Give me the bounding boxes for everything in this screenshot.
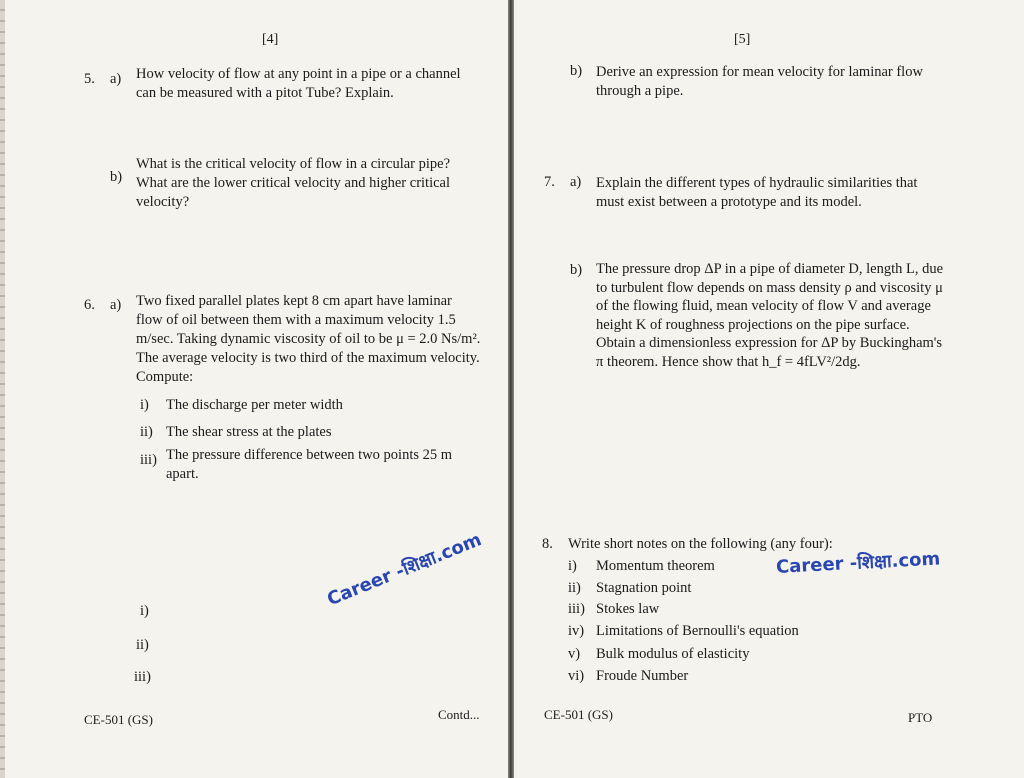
list-item-label: v) (568, 646, 581, 662)
list-item-text: Froude Number (596, 668, 689, 684)
subquestion-label: b) (570, 63, 583, 79)
list-item-text: The shear stress at the plates (166, 424, 332, 440)
list-item-label: i) (568, 558, 577, 574)
list-item-text: Stokes law (596, 601, 660, 617)
list-item-text: Bulk modulus of elasticity (596, 646, 750, 662)
left-page (0, 0, 508, 778)
question-number: 6. (84, 297, 95, 313)
page-number: [5] (734, 32, 751, 47)
question-number: 7. (544, 174, 555, 190)
list-item-text: The pressure difference between two points 25 m apart. (166, 447, 453, 482)
list-item-label: iv) (568, 623, 585, 639)
subquestion-label: a) (110, 71, 122, 87)
subquestion-label: a) (110, 297, 122, 313)
question-text-en: Derive an expression for mean velocity for laminar flow through a pipe. (596, 64, 923, 99)
footer-continued: Contd... (438, 707, 480, 722)
page-edge-texture (0, 0, 5, 778)
list-item-label: i) (140, 603, 149, 619)
list-item-label: ii) (136, 637, 149, 653)
list-item-label: iii) (134, 669, 151, 685)
watermark-logo: Career -शिक्षा.com (324, 529, 485, 611)
watermark-logo: Career -शिक्षा.com (775, 548, 941, 578)
subquestion-label: b) (570, 262, 583, 278)
list-item-text: Limitations of Bernoulli's equation (596, 623, 799, 639)
list-item-text: Momentum theorem (596, 558, 715, 574)
footer-course-code: CE-501 (GS) (544, 707, 613, 722)
subquestion-label: b) (110, 169, 123, 185)
list-item-label: iii) (568, 601, 585, 617)
footer-pto: PTO (908, 710, 933, 725)
subquestion-label: a) (570, 174, 582, 190)
question-text-en: Two fixed parallel plates kept 8 cm apart have laminar flow of oil between them with a maximum velocity 1.5 m/sec. Taking dynamic viscosity of oil to be μ = 2.0 Ns/m². The average velocity is two third of the maximum velocity. Compute: (136, 293, 481, 385)
list-item-text: Stagnation point (596, 580, 692, 596)
list-item-label: vi) (568, 668, 585, 684)
question-number: 5. (84, 71, 95, 87)
list-item-label: i) (140, 397, 149, 413)
list-item-label: ii) (568, 580, 581, 596)
question-text-en: Explain the different types of hydraulic similarities that must exist between a prototype and its model. (596, 175, 918, 210)
list-item-text: The discharge per meter width (166, 397, 343, 413)
question-text-en: What is the critical velocity of flow in a circular pipe? What are the lower critical velocity and higher critical velocity? (136, 156, 451, 210)
right-page (514, 0, 1024, 778)
question-text-en: The pressure drop ΔP in a pipe of diameter D, length L, due to turbulent flow depends on mass density ρ and viscosity μ of the flowing fluid, mean velocity of flow V and average height K of roughness projections on the pipe surface. Obtain a dimensionless expression for ΔP by Buckingham's π theorem. Hence show that h_f = 4fLV²/2dg. (596, 261, 944, 370)
question-text-en: How velocity of flow at any point in a pipe or a channel can be measured with a pitot Tube? Explain. (136, 66, 461, 101)
question-text-en: Write short notes on the following (any four): (568, 536, 833, 552)
list-item-label: iii) (140, 452, 157, 468)
footer-course-code: CE-501 (GS) (84, 712, 153, 727)
question-number: 8. (542, 536, 553, 552)
list-item-label: ii) (140, 424, 153, 440)
page-number: [4] (262, 32, 279, 47)
